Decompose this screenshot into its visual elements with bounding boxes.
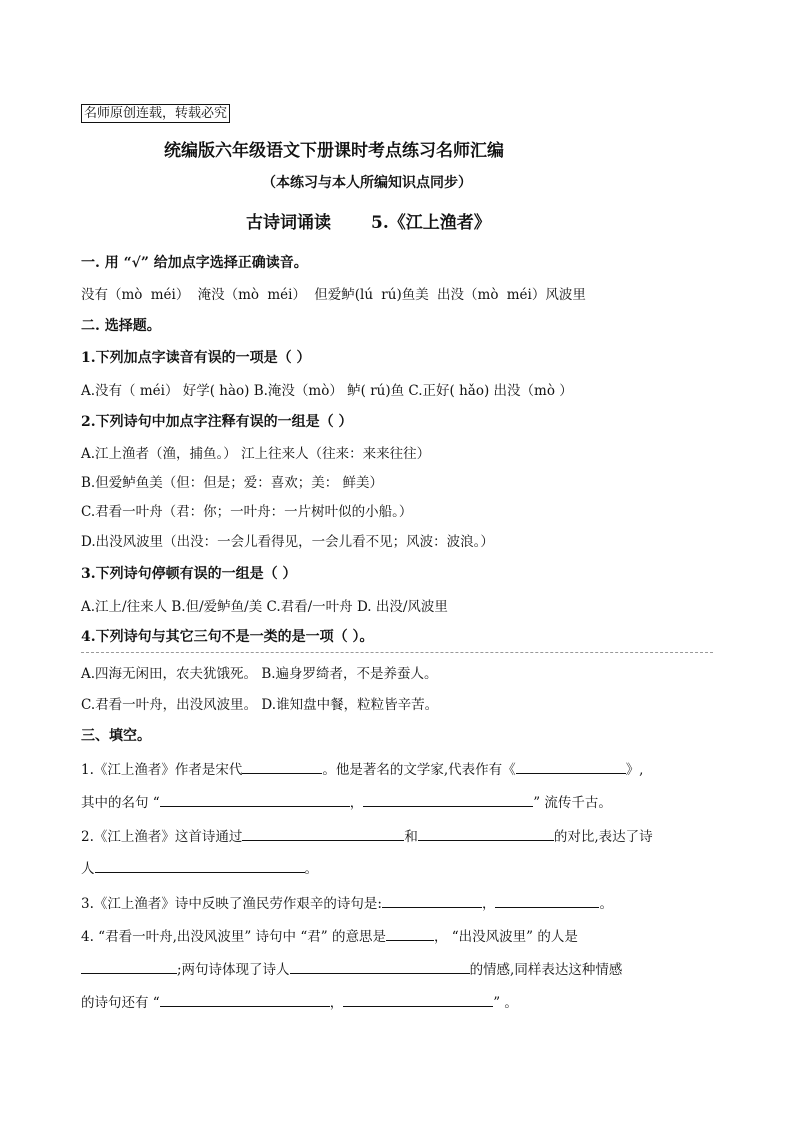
section-2-heading: 二. 选择题。 [81,318,161,334]
fill-1-text-g: ” 流传千古。 [533,795,612,811]
question-4: 4.下列诗句与其它三句不是一类的是一项（ ）。 [81,629,374,645]
fill-4-text-b: ， “出没风波里” 的人是 [433,929,578,945]
fill-4-text-d: 的情感,同样表达这种情感 [469,962,623,978]
fill-3-line [81,892,613,912]
fill-1-text-b: 。他是著名的文学家,代表作有 [322,762,503,778]
page-subtitle: （本练习与本人所编知识点同步） [262,175,472,191]
fill-2-text-d: 人 [81,861,95,877]
fill-4-blank-person[interactable] [81,958,177,974]
lesson-number: 5.《江上渔者》 [371,213,491,233]
fill-4-blank-meaning[interactable] [386,925,434,941]
fill-4-line-3 [81,991,518,1011]
copyright-stamp: 名师原创连载，转载必究 [81,104,230,123]
dashed-divider [81,652,713,653]
fill-2-line-2 [81,857,318,877]
question-1-options: A.没有（ méi） 好学( hào) B.淹没（mò） 鲈( rú)鱼 C.正好( hǎo) 出没（mò ） [81,383,573,399]
question-3-options: A.江上/往来人 B.但/爱鲈鱼/美 C.君看/一叶舟 D. 出没/风波里 [81,599,448,615]
lesson-category: 古诗词诵读 [246,213,331,233]
fill-4-text-a: 4. “君看一叶舟,出没风波里” 诗句中 “君” 的意思是 [81,929,386,945]
fill-1-text-d: 》, [625,762,644,778]
fill-2-blank-a[interactable] [242,825,404,841]
fill-1-blank-quote-a[interactable] [160,791,350,807]
section-1-line: 没有（mò méi） 淹没（mò méi） 但爱鲈(lú rú)鱼美 出没（mò méi）风波里 [81,287,586,303]
fill-4-line-1 [81,925,578,945]
fill-3-text-a: 3.《江上渔者》诗中反映了渔民劳作艰辛的诗句是: [81,896,382,912]
page-title: 统编版六年级语文下册课时考点练习名师汇编 [164,141,504,161]
fill-4-blank-emotion[interactable] [290,958,470,974]
fill-1-text-e: 其中的名句 “ [81,795,160,811]
fill-3-blank-a[interactable] [382,892,482,908]
question-2: 2.下列诗句中加点字注释有误的一组是（ ） [81,414,353,430]
fill-2-text-c: 的对比,表达了诗 [553,829,653,845]
fill-2-line-1 [81,825,653,845]
fill-1-line-1 [81,758,643,778]
fill-2-text-e: 。 [304,861,318,877]
lesson-heading [246,208,491,233]
question-2-option-a: A.江上渔者（渔，捕鱼。） 江上往来人（往来：来来往往） [81,446,431,462]
fill-2-blank-b[interactable] [418,825,554,841]
section-3-heading: 三、填空。 [81,728,151,744]
fill-1-blank-dynasty[interactable] [242,758,322,774]
question-4-options-ab: A.四海无闲田，农夫犹饿死。 B.遍身罗绮者，不是养蚕人。 [81,666,438,682]
fill-1-line-2 [81,791,612,811]
fill-2-blank-c[interactable] [95,857,305,873]
fill-4-line-2 [81,958,622,978]
question-3: 3.下列诗句停顿有误的一组是（ ） [81,566,297,582]
fill-4-text-e: 的诗句还有 “ [81,995,160,1011]
fill-4-blank-quote-b[interactable] [343,991,493,1007]
fill-4-text-c: ;两句诗体现了诗人 [177,962,290,978]
fill-1-blank-quote-b[interactable] [363,791,533,807]
fill-1-text-f: ， [349,795,364,811]
fill-4-text-f: ， [329,995,344,1011]
fill-1-blank-work[interactable] [516,758,626,774]
fill-2-text-b: 和 [404,829,418,845]
fill-1-text-c: 《 [502,762,516,778]
fill-3-blank-b[interactable] [495,892,599,908]
question-4-options-cd: C.君看一叶舟，出没风波里。 D.谁知盘中餐，粒粒皆辛苦。 [81,697,439,713]
fill-3-text-b: ， [481,896,496,912]
fill-4-text-g: ” 。 [493,995,518,1011]
question-2-option-c: C.君看一叶舟（君：你；一叶舟：一片树叶似的小船。） [81,504,413,520]
section-1-heading: 一. 用 “√” 给加点字选择正确读音。 [81,255,308,271]
fill-2-text-a: 2.《江上渔者》这首诗通过 [81,829,243,845]
fill-1-text-a: 1.《江上渔者》作者是宋代 [81,762,243,778]
fill-4-blank-quote-a[interactable] [160,991,330,1007]
question-2-option-d: D.出没风波里（出没：一会儿看得见，一会儿看不见；风波：波浪。） [81,534,494,550]
question-2-option-b: B.但爱鲈鱼美（但：但是；爱：喜欢；美： 鲜美） [81,475,384,491]
question-1: 1.下列加点字读音有误的一项是（ ） [81,350,311,366]
fill-3-text-c: 。 [599,896,613,912]
